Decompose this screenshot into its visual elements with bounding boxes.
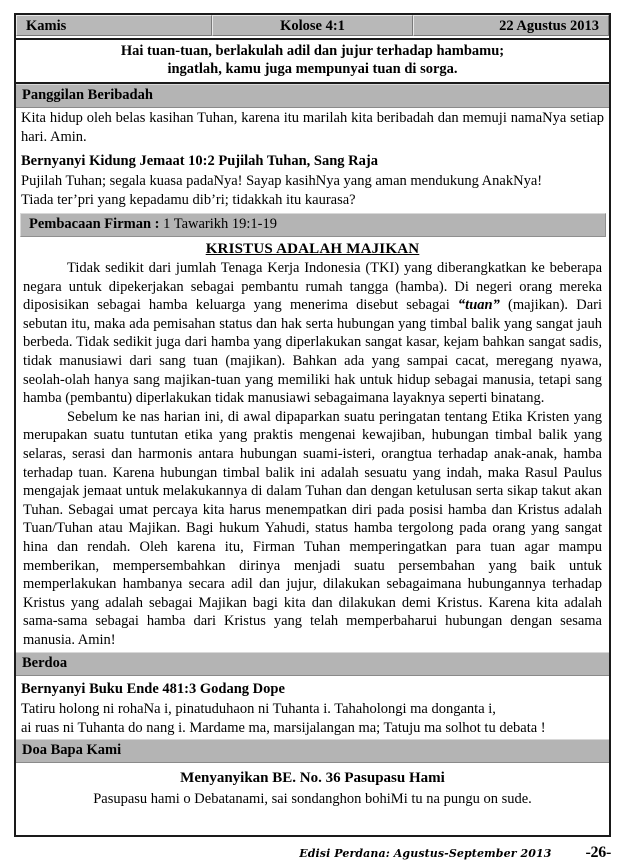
memory-verse-line-1: Hai tuan-tuan, berlakulah adil dan jujur terhadap hambamu; bbox=[120, 43, 505, 59]
memory-verse-line-2: ingatlah, kamu juga mempunyai tuan di sorga. bbox=[167, 60, 458, 77]
sermon-title: KRISTUS ADALAH MAJIKAN bbox=[205, 241, 420, 257]
hymn-1-lyrics bbox=[16, 171, 609, 211]
sermon-emphasis-tuan: “tuan” bbox=[457, 297, 500, 314]
hymn-2-line-2: ai ruas ni Tuhanta do nang i. Mardame ma, marsijalangan ma; Tatuju ma solhot tu debata ! bbox=[21, 719, 546, 736]
sermon-paragraph-1 bbox=[23, 259, 602, 408]
hymn-1-line-1: Pujilah Tuhan; segala kuasa padaNya! Sayap kasihNya yang aman mendukung AnakNya! bbox=[21, 173, 543, 189]
hymn-2-lyrics bbox=[16, 699, 609, 739]
section-band-prayer: Berdoa bbox=[16, 652, 609, 676]
hymn-1-title: Bernyanyi Kidung Jemaat 10:2 Pujilah Tuhan, Sang Raja bbox=[21, 153, 378, 169]
page-footer bbox=[14, 837, 611, 862]
hymn-2-line-1: Tatiru holong ni rohaNa i, pinatuduhaon ni Tuhanta i. Tahaholongi ma donganta i, bbox=[21, 701, 496, 718]
header-date-cell: 22 Agustus 2013 bbox=[413, 15, 609, 36]
memory-verse bbox=[16, 40, 609, 84]
section-band-scripture-reading bbox=[20, 213, 606, 237]
header-day-cell: Kamis bbox=[16, 15, 212, 36]
sermon-paragraph-1-part-a: Tidak sedikit dari jumlah Tenaga Kerja Indonesia (TKI) yang diberangkatkan ke beberapa negara untuk dipekerjakan sebagai pembantu rumah tangga (hamba). Di negeri orang mereka diposisikan sebagai hamba keluarga yang menerima disebut sebagai bbox=[23, 260, 602, 314]
sheet-bottom-spacer bbox=[16, 809, 609, 835]
call-to-worship-text: Kita hidup oleh belas kasihan Tuhan, karena itu marilah kita beribadah dan memuji namaNya setiap hari. Amin. bbox=[21, 110, 604, 145]
section-band-lords-prayer: Doa Bapa Kami bbox=[16, 739, 609, 763]
scripture-reading-label: Pembacaan Firman : bbox=[29, 216, 160, 232]
sermon-body bbox=[16, 238, 609, 652]
bulletin-header-row bbox=[16, 15, 609, 40]
scripture-reading-value: 1 Tawarikh 19:1-19 bbox=[163, 216, 277, 232]
closing-song-title: Menyanyikan BE. No. 36 Pasupasu Hami bbox=[180, 770, 445, 787]
footer-page-number: -26- bbox=[585, 844, 611, 862]
footer-edition-label: Edisi Perdana: Agustus-September 2013 bbox=[299, 847, 552, 861]
bulletin-sheet bbox=[14, 13, 611, 837]
header-scripture-reference-cell: Kolose 4:1 bbox=[212, 15, 413, 36]
hymn-2-title: Bernyanyi Buku Ende 481:3 Godang Dope bbox=[21, 681, 285, 698]
sermon-paragraph-2: Sebelum ke nas harian ini, di awal dipaparkan suatu peringatan tentang Etika Kristen yang merupakan suatu tuntutan etika yang praktis mengenai kewajiban, hubungan timbal balik yang selaras, serasi dan harmonis antara hubungan suami-isteri, orangtua terhadap anak-anak, hamba terhadap tuan. Karena hubungan timbal balik ini adalah sesuatu yang indah, maka Rasul Paulus mengajak jemaat untuk melakukannya di dalam Tuhan dan dengan ketulusan serta sikap takut akan Tuhan. Sebagai umat percaya kita harus menempatkan diri pada posisi hamba dan Kristus adalah Tuan/Tuhan atau Majikan. Bagi hukum Yahudi, status hamba tergolong pada orang yang sangat hina dan rendah. Oleh karena itu, Firman Tuhan memperingatkan para tuan agar mampu memberikan, mempersembahkan dirinya menjadi suatu persembahan yang baik untuk memperlakukan hambanya secara adil dan jujur, dilakukan sebagaimana hubungannya terhadap Kristus yang adalah sebagai Majikan bagi kita dan dilakukan demi Kristus. Karena kita adalah sama-sama sebagai hamba dari Kristus yang telah memperbaharui hubungan dengan sesama manusia. Amin! bbox=[23, 408, 602, 648]
section-band-call-to-worship: Panggilan Beribadah bbox=[16, 84, 609, 108]
sermon-paragraph-1-part-b: (majikan). Dari sebutan itu, maka ada pemisahan status dan hak serta hubungan yang timbal balik yang sangat jauh berbeda. Tidak sedikit juga dari hamba yang diperlakukan sangat kasar, kejam bahkan sangat sadis, tidak manusiawi dari sang tuan (majikan). Bahkan ada yang sampai cacat, meregang nyawa, seolah-olah hanya sang majikan-tuan yang memiliki hak untuk hidup sebagai manusia, tetapi sang hamba (pembantu) diperlakukan tidak manusiawi sebagaimana layaknya seperti binatang. bbox=[23, 297, 602, 407]
hymn-1-line-2: Tiada ter’pri yang kepadamu dib’ri; tidakkah itu kaurasa? bbox=[21, 191, 356, 208]
closing-song-line: Pasupasu hami o Debatanami, sai sondanghon bohiMi tu na pungu on sude. bbox=[93, 791, 532, 808]
